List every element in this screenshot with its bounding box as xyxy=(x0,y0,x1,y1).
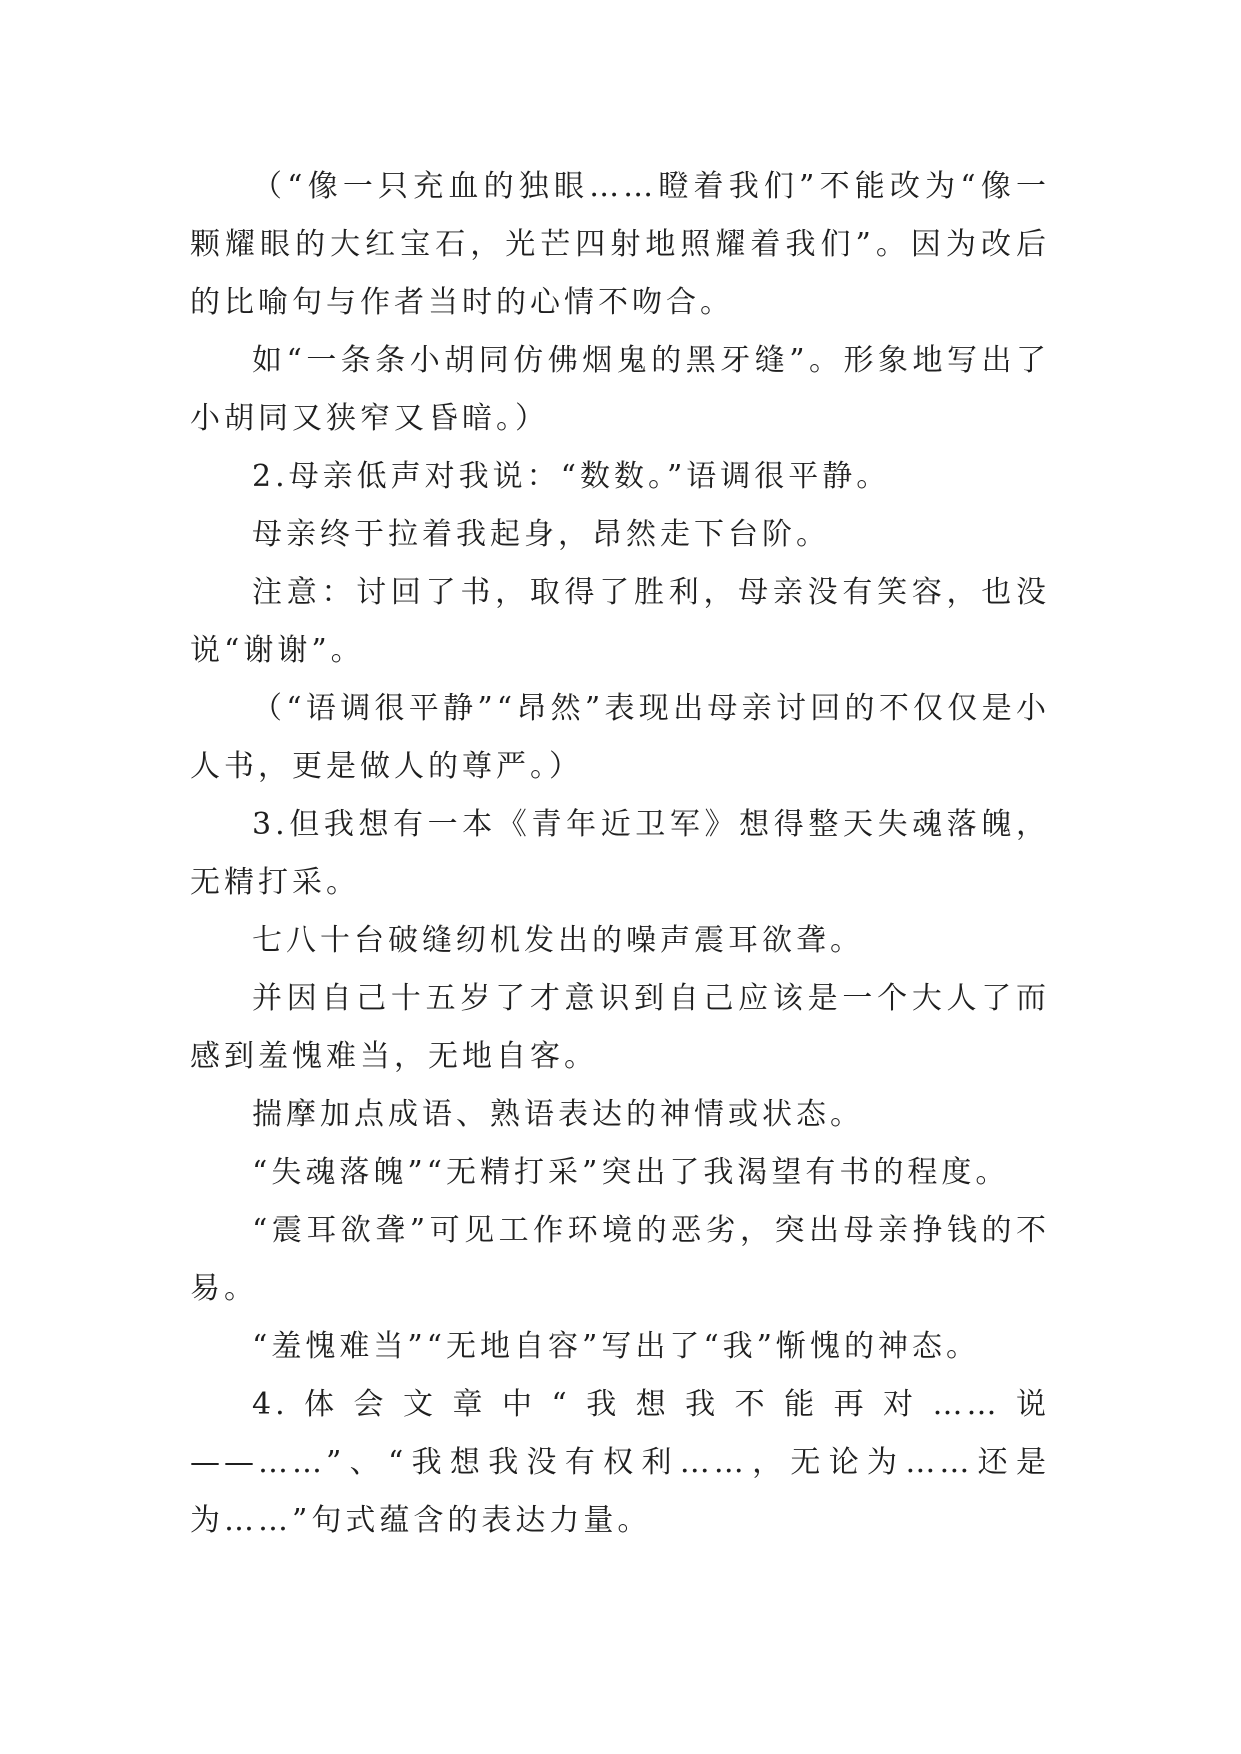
paragraph-13: “羞愧难当”“无地自容”写出了“我”惭愧的神态。 xyxy=(252,1329,981,1364)
paragraph-12: “震耳欲聋”可见工作环境的恶劣，突出母亲挣钱的不易。 xyxy=(190,1213,1050,1306)
paragraph-7: 3.但我想有一本《青年近卫军》想得整天失魂落魄，无精打采。 xyxy=(190,807,1050,900)
paragraph-6: （“语调很平静”“昂然”表现出母亲讨回的不仅仅是小人书，更是做人的尊严。） xyxy=(190,691,1050,784)
paragraph-3: 2.母亲低声对我说：“数数。”语调很平静。 xyxy=(252,459,891,494)
paragraph-14: 4.体会文章中“我想我不能再对……说——……”、“我想我没有权利……，无论为……还是为……”句式蕴含的表达力量。 xyxy=(190,1387,1050,1538)
paragraph-11: “失魂落魄”“无精打采”突出了我渴望有书的程度。 xyxy=(252,1155,1010,1190)
paragraph-5: 注意：讨回了书，取得了胜利，母亲没有笑容，也没说“谢谢”。 xyxy=(190,575,1050,668)
paragraph-9: 并因自己十五岁了才意识到自己应该是一个大人了而感到羞愧难当，无地自客。 xyxy=(190,981,1050,1074)
paragraph-1: （“像一只充血的独眼……瞪着我们”不能改为“像一颗耀眼的大红宝石，光芒四射地照耀着我们”。因为改后的比喻句与作者当时的心情不吻合。 xyxy=(190,169,1050,320)
paragraph-10: 揣摩加点成语、熟语表达的神情或状态。 xyxy=(252,1097,864,1132)
paragraph-8: 七八十台破缝纫机发出的噪声震耳欲聋。 xyxy=(252,923,864,958)
paragraph-4: 母亲终于拉着我起身，昂然走下台阶。 xyxy=(252,517,830,552)
document-body xyxy=(190,158,1050,1550)
paragraph-2: 如“一条条小胡同仿佛烟鬼的黑牙缝”。形象地写出了小胡同又狭窄又昏暗。） xyxy=(190,343,1050,436)
